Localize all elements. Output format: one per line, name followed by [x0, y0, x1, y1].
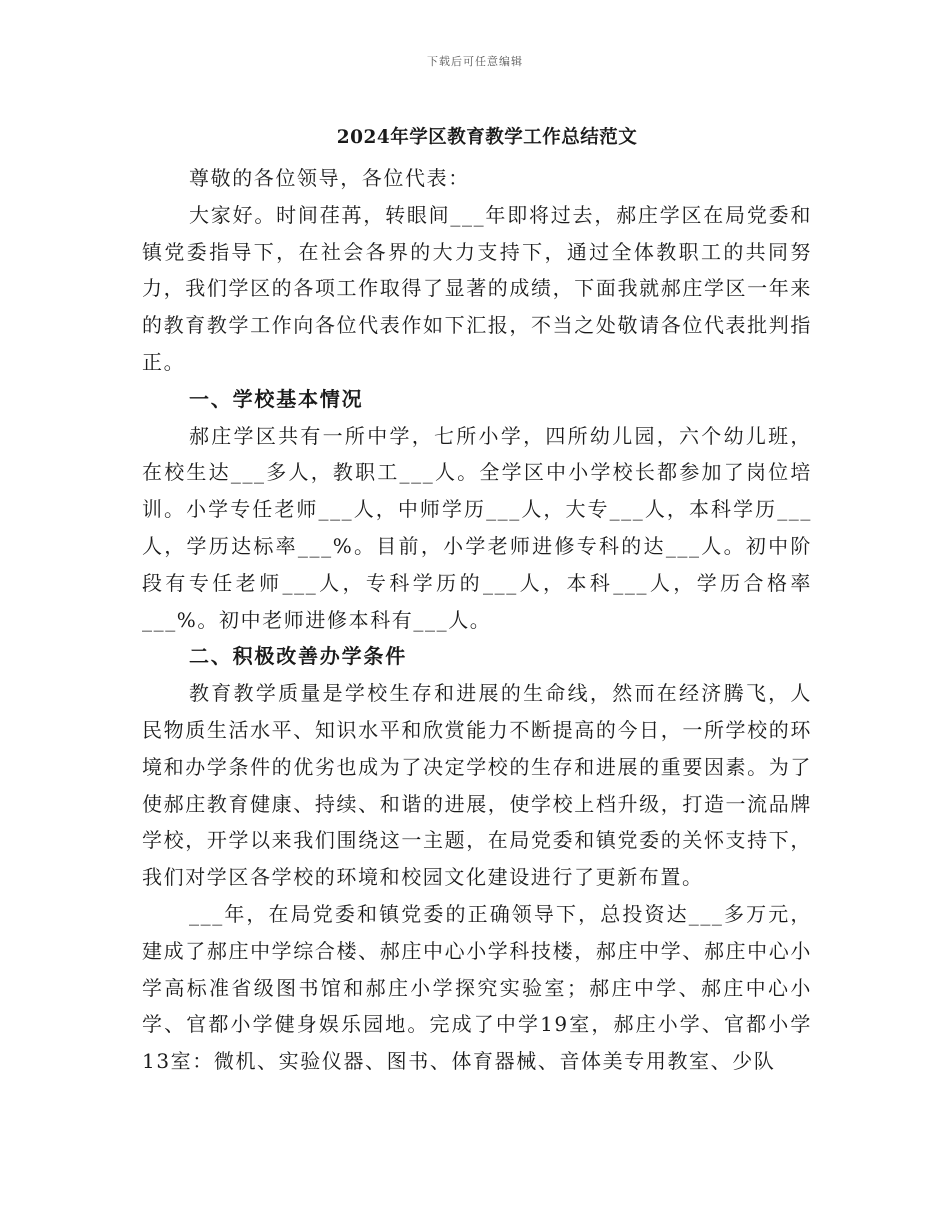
section-2-heading: 二、积极改善办学条件: [189, 644, 407, 669]
document-title: 2024年学区教育教学工作总结范文: [336, 127, 638, 148]
section-2-paragraph-1: 教育教学质量是学校生存和进展的生命线，然而在经济腾飞，人民物质生活水平、知识水平和欣赏能力不断提高的今日，一所学校的环境和办学条件的优劣也成为了决定学校的生存和进展的重要因素。为了使郝庄教育健康、持续、和谐的进展，使学校上档升级，打造一流品牌学校，开学以来我们围绕这一主题，在局党委和镇党委的关怀支持下，我们对学区各学校的环境和校园文化建设进行了更新布置。: [142, 681, 812, 890]
section-1-heading: 一、学校基本情况: [189, 386, 364, 411]
section-2-paragraph-2: ___年，在局党委和镇党委的正确领导下，总投资达___多万元，建成了郝庄中学综合楼、郝庄中心小学科技楼，郝庄中学、郝庄中心小学高标准省级图书馆和郝庄小学探究实验室；郝庄中学、郝庄中心小学、官都小学健身娱乐园地。完成了中学19室，郝庄小学、官都小学13室：微机、实验仪器、图书、体育器械、音体美专用教室、少队: [142, 901, 812, 1074]
document-body: [142, 120, 812, 1080]
intro-paragraph: 大家好。时间荏苒，转眼间___年即将过去，郝庄学区在局党委和镇党委指导下，在社会各界的大力支持下，通过全体教职工的共同努力，我们学区的各项工作取得了显著的成绩，下面我就郝庄学区一年来的教育教学工作向各位代表作如下汇报，不当之处敬请各位代表批判指正。: [142, 202, 812, 374]
section-1-paragraph: 郝庄学区共有一所中学，七所小学，四所幼儿园，六个幼儿班，在校生达___多人，教职工___人。全学区中小学校长都参加了岗位培训。小学专任老师___人，中师学历___人，大专___人，本科学历___人，学历达标率___%。目前，小学老师进修专科的达___人。初中阶段有专任老师___人，专科学历的___人，本科___人，学历合格率___%。初中老师进修本科有___人。: [142, 423, 812, 632]
page-header-note: 下载后可任意编辑: [427, 55, 523, 68]
greeting: 尊敬的各位领导，各位代表：: [189, 166, 470, 190]
